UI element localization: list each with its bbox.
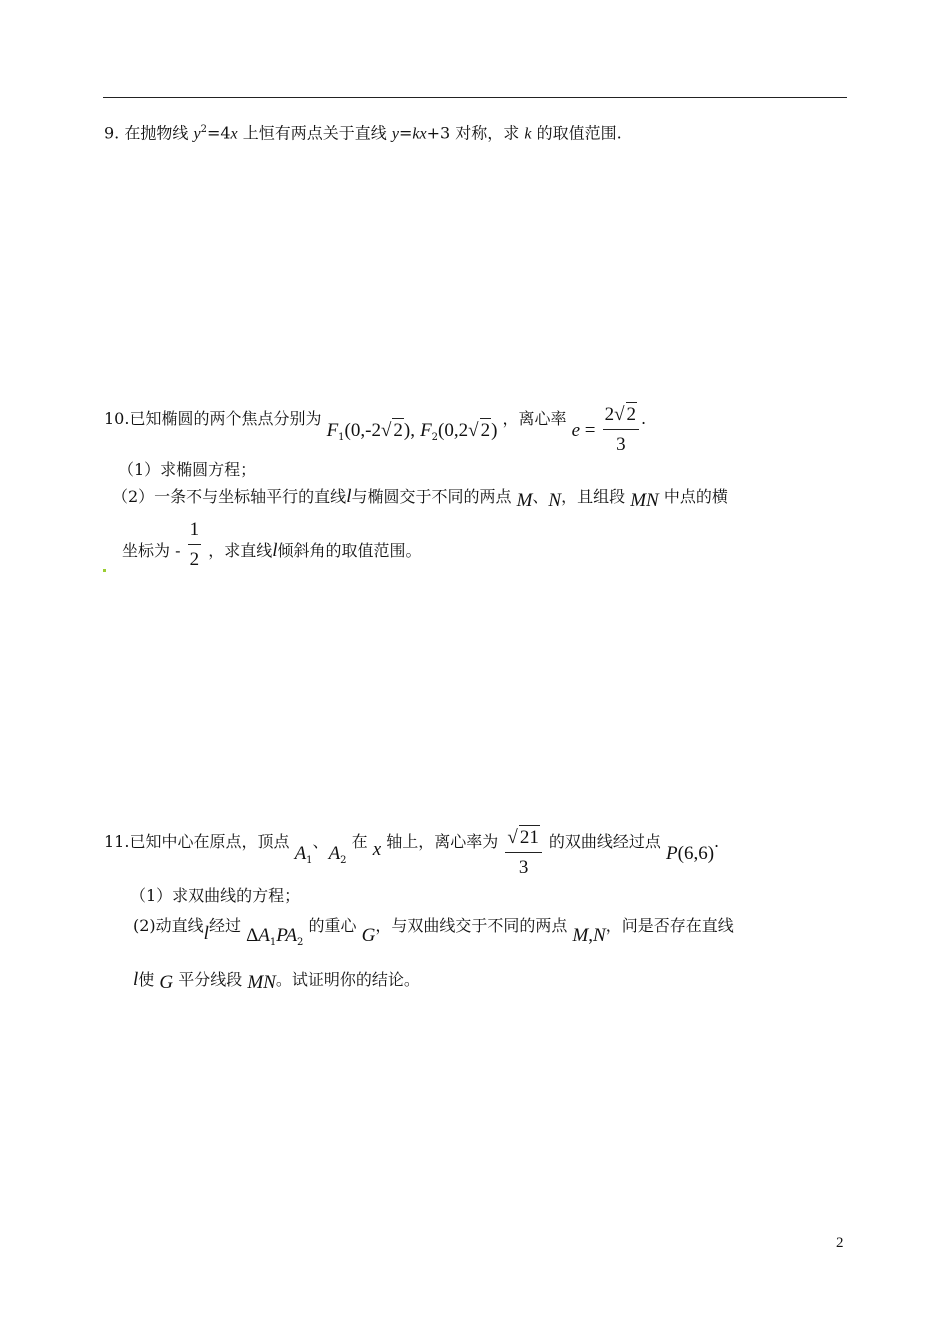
question-9: 9. 在抛物线 $y^2=4x$ 上恒有两点关于直线 y=kx+3 对称，求 k 的取值范围. xyxy=(104,123,622,143)
question-11: 11.已知中心在原点，顶点 $A_1$、$A_2$ 在 x 轴上，离心率为 $\frac{√ 21}{3}$ 的双曲线经过点 P(6,6). xyxy=(104,827,720,878)
q10-number: 10. xyxy=(104,409,130,428)
foci-expression: $F_1(0,-2√$ 2), $F_2(0,2√$ 2) xyxy=(326,420,498,444)
eccentricity: e = xyxy=(571,420,596,441)
question-10: 10.已知椭圆的两个焦点分别为 $F_1(0,-2√$ 2), $F_2(0,2√$ 2) ，离心率 e = $\frac{2√ 2}{3}$ . xyxy=(104,404,647,455)
q11-number: 11. xyxy=(104,832,130,851)
q11-part-1: （1）求双曲线的方程； xyxy=(130,886,301,905)
page-number: 2 xyxy=(836,1235,844,1251)
header-rule xyxy=(103,97,847,98)
q10-part-1: （1）求椭圆方程； xyxy=(118,460,257,479)
q11-part-2: (2)动直线l经过 $\Delta A_1PA_2$ 的重心 G，与双曲线交于不同的两点 M,N，问是否存在直线 xyxy=(133,916,734,949)
point-p: P(6,6) xyxy=(666,843,715,864)
eccentricity-fraction: $\frac{2√ 2}{3}$ xyxy=(603,402,639,457)
q10-part-2: （2）一条不与坐标轴平行的直线l与椭圆交于不同的两点 M、N，且组段 MN 中点的横 xyxy=(112,486,728,511)
q11-part-2-cont: l使 G 平分线段 MN。试证明你的结论。 xyxy=(133,969,420,993)
q9-number: 9. xyxy=(104,123,120,143)
half-fraction: $\frac{1}{2}$ xyxy=(189,519,200,570)
triangle-expression: $\Delta A_1PA_2$ xyxy=(246,925,304,949)
q11-eccentricity-fraction: $\frac{√ 21}{3}$ xyxy=(505,825,541,880)
q10-part-2-cont: 坐标为 - $\frac{1}{2}$ ，求直线l倾斜角的取值范围。 xyxy=(122,519,422,570)
stray-mark xyxy=(103,569,106,572)
